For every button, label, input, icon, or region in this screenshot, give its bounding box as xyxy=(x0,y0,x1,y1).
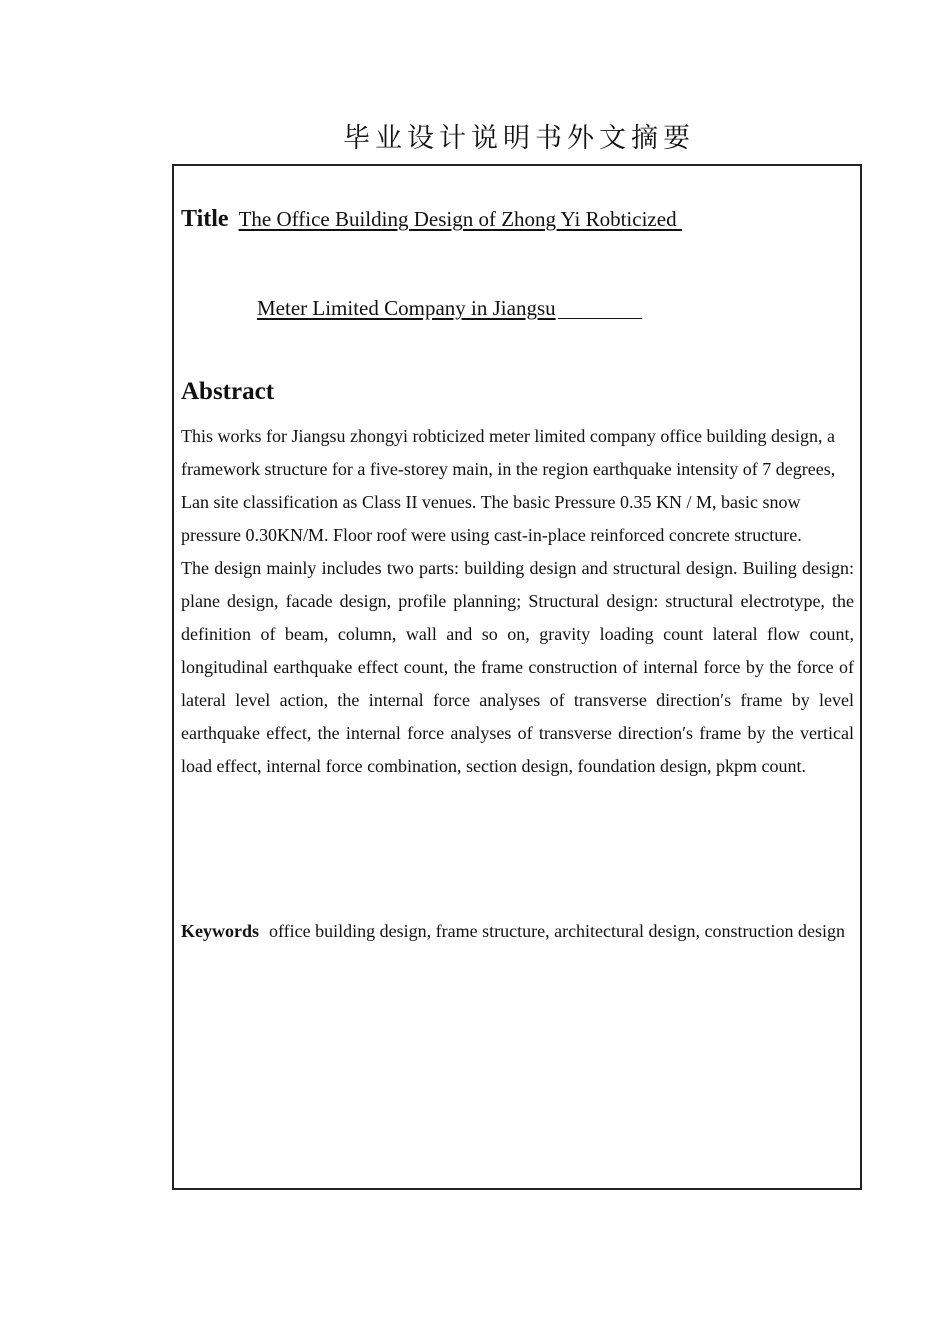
keywords-text: office building design, frame structure, architectural design, construction design xyxy=(269,921,845,941)
title-row xyxy=(181,206,682,233)
page-title: 毕业设计说明书外文摘要 xyxy=(343,123,695,154)
title-label: Title xyxy=(181,206,229,232)
abstract-heading: Abstract xyxy=(181,378,275,405)
title-underline-fill xyxy=(558,317,642,319)
title-line-2-text: Meter Limited Company in Jiangsu xyxy=(257,296,556,320)
keywords-label: Keywords xyxy=(181,921,259,941)
abstract-paragraph-1: This works for Jiangsu zhongyi robticized meter limited company office building design, a framework structure for a five-storey main, in the region earthquake intensity of 7 degrees, Lan site classification as Class II venues. The basic Pressure 0.35 KN / M, basic snow pressure 0.30KN/M. Floor roof were using cast-in-place reinforced concrete structure. xyxy=(181,426,836,545)
title-line-2 xyxy=(257,296,642,321)
keywords-block xyxy=(181,915,854,948)
abstract-paragraph-2: The design mainly includes two parts: building design and structural design. Builing design: plane design, facade design, profile planning; Structural design: structural electrotype, the definition of beam, column, wall and so on, gravity loading count lateral flow count, longitudinal earthquake effect count, the frame construction of internal force by the force of lateral level action, the internal force analyses of transverse direction′s frame by level earthquake effect, the internal force analyses of transverse direction′s frame by the vertical load effect, internal force combination, section design, foundation design, pkpm count. xyxy=(181,558,854,776)
abstract-body xyxy=(181,420,854,783)
title-line-1: The Office Building Design of Zhong Yi Robticized xyxy=(238,207,677,231)
